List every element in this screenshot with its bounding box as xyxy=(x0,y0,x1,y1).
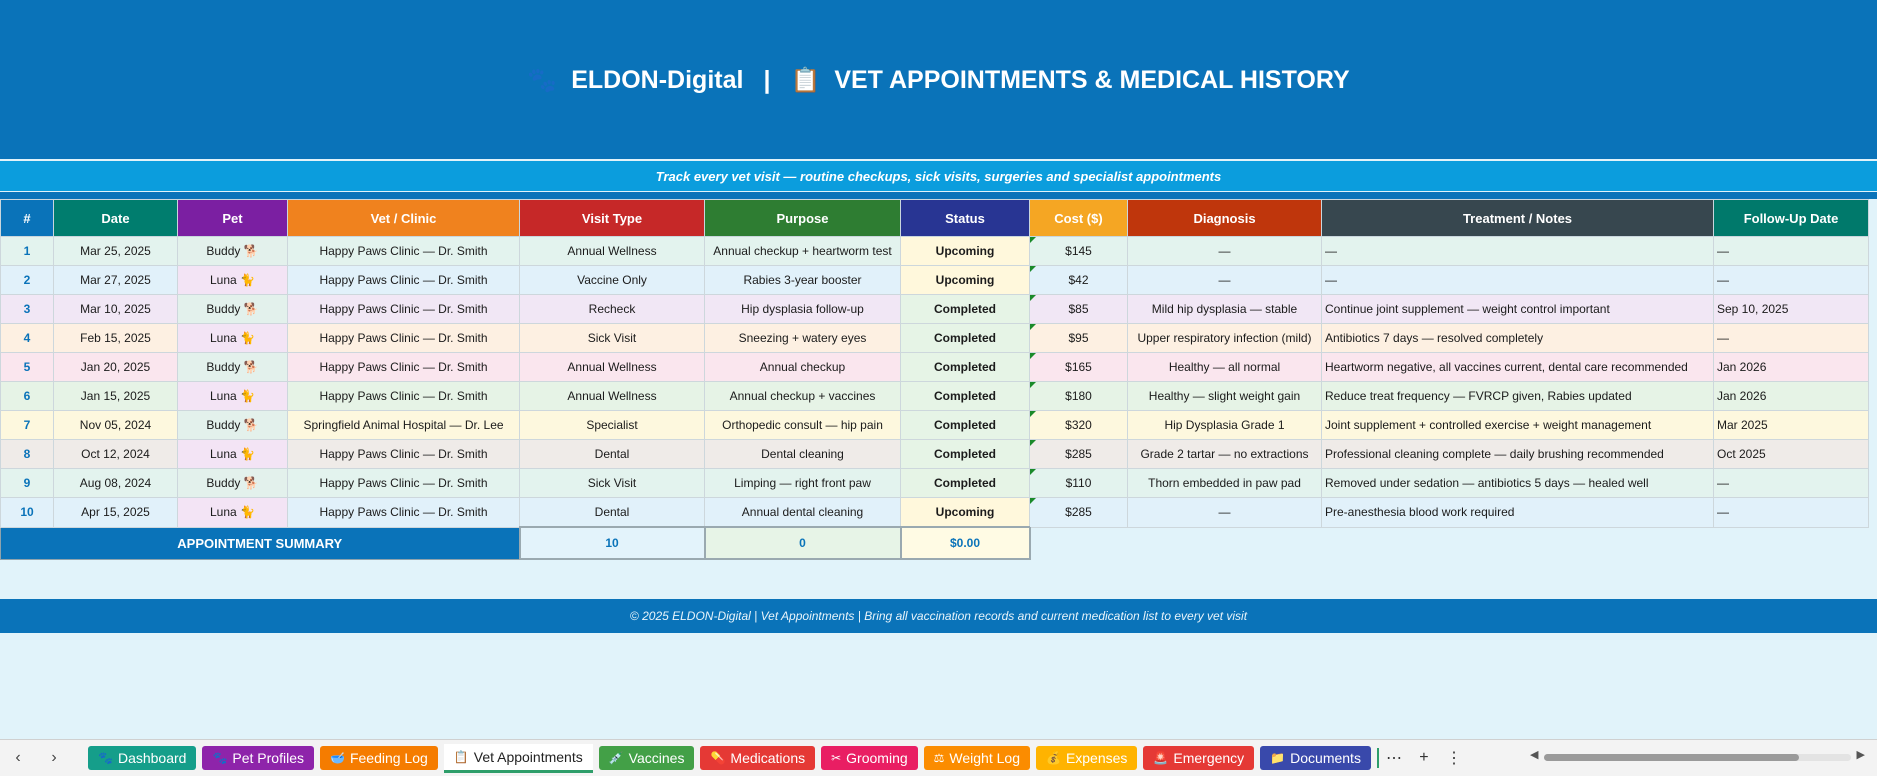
column-header[interactable]: Date xyxy=(54,200,178,237)
visit-type-cell[interactable]: Specialist xyxy=(520,411,705,440)
date-cell[interactable]: Aug 08, 2024 xyxy=(54,469,178,498)
purpose-cell[interactable]: Annual checkup + heartworm test xyxy=(705,237,901,266)
cost-value: $285 xyxy=(1065,505,1092,520)
tab-icon: 📁 xyxy=(1270,751,1286,765)
pet-cell[interactable]: Buddy 🐕 xyxy=(178,237,288,266)
status-cell[interactable]: Completed xyxy=(901,382,1030,411)
visit-type-cell[interactable]: Annual Wellness xyxy=(520,353,705,382)
clinic-cell[interactable]: Happy Paws Clinic — Dr. Smith xyxy=(288,382,520,411)
tab-label: Grooming xyxy=(846,750,908,766)
clinic-cell[interactable]: Happy Paws Clinic — Dr. Smith xyxy=(288,498,520,528)
date-cell[interactable]: Oct 12, 2024 xyxy=(54,440,178,469)
cost-value: $180 xyxy=(1065,389,1092,403)
diagnosis-cell[interactable]: — xyxy=(1128,237,1322,266)
paw-icon: 🐾 xyxy=(527,67,558,94)
sheet-tabs xyxy=(82,744,1371,773)
cost-cell[interactable] xyxy=(1030,440,1128,469)
notes-cell[interactable]: Heartworm negative, all vaccines current, dental care recommended xyxy=(1322,353,1714,382)
table-row xyxy=(1,295,1869,324)
title-separator: | xyxy=(763,66,771,94)
row-number[interactable]: 10 xyxy=(1,498,54,528)
cost-cell[interactable] xyxy=(1030,469,1128,498)
cost-cell[interactable] xyxy=(1030,498,1128,528)
cell-note-marker xyxy=(1030,266,1036,272)
notes-cell[interactable]: Pre-anesthesia blood work required xyxy=(1322,498,1714,528)
sheet-tab[interactable] xyxy=(599,746,695,770)
tab-label: Expenses xyxy=(1065,750,1128,766)
row-number[interactable]: 3 xyxy=(1,295,54,324)
table-row xyxy=(1,440,1869,469)
sheet-tab-bar xyxy=(0,739,1877,776)
pet-cell[interactable]: Luna 🐈 xyxy=(178,382,288,411)
status-cell[interactable]: Completed xyxy=(901,411,1030,440)
clinic-cell[interactable]: Happy Paws Clinic — Dr. Smith xyxy=(288,266,520,295)
diagnosis-cell[interactable]: — xyxy=(1128,498,1322,528)
cell-note-marker xyxy=(1030,324,1036,330)
tab-icon: 💉 xyxy=(608,751,624,765)
footer-text: © 2025 ELDON-Digital | Vet Appointments | Bring all vaccination records and current medication list to every vet visit xyxy=(629,609,1248,623)
followup-cell[interactable]: Oct 2025 xyxy=(1714,440,1869,469)
column-header[interactable]: Cost ($) xyxy=(1030,200,1128,237)
tab-icon: 🚨 xyxy=(1153,751,1169,765)
followup-cell[interactable]: — xyxy=(1714,266,1869,295)
table-row xyxy=(1,469,1869,498)
sheet-tab[interactable] xyxy=(202,746,314,770)
followup-cell[interactable]: Mar 2025 xyxy=(1714,411,1869,440)
cost-value: $110 xyxy=(1065,476,1092,490)
cost-cell[interactable] xyxy=(1030,353,1128,382)
more-sheets-icon[interactable]: ⋯ xyxy=(1385,750,1402,767)
appointments-table xyxy=(0,199,1869,560)
tab-icon: 📋 xyxy=(453,749,469,764)
purpose-cell[interactable]: Annual checkup + vaccines xyxy=(705,382,901,411)
subtitle-bar xyxy=(0,159,1877,191)
table-row xyxy=(1,324,1869,353)
pet-cell[interactable]: Luna 🐈 xyxy=(178,440,288,469)
status-cell[interactable]: Upcoming xyxy=(901,237,1030,266)
date-cell[interactable]: Feb 15, 2025 xyxy=(54,324,178,353)
title-banner xyxy=(0,0,1877,159)
status-cell[interactable]: Upcoming xyxy=(901,498,1030,528)
row-number[interactable]: 5 xyxy=(1,353,54,382)
purpose-cell[interactable]: Rabies 3-year booster xyxy=(705,266,901,295)
tab-icon: ✂ xyxy=(831,751,842,765)
clinic-cell[interactable]: Happy Paws Clinic — Dr. Smith xyxy=(288,295,520,324)
cost-cell[interactable] xyxy=(1030,382,1128,411)
table-row xyxy=(1,353,1869,382)
status-cell[interactable]: Completed xyxy=(901,440,1030,469)
status-cell[interactable]: Completed xyxy=(901,353,1030,382)
pet-cell[interactable]: Luna 🐈 xyxy=(178,324,288,353)
summary-empty xyxy=(1030,527,1869,559)
cost-cell[interactable] xyxy=(1030,411,1128,440)
row-number[interactable]: 6 xyxy=(1,382,54,411)
row-number[interactable]: 8 xyxy=(1,440,54,469)
sheet-tab[interactable] xyxy=(444,744,593,773)
table-row xyxy=(1,382,1869,411)
date-cell[interactable]: Mar 10, 2025 xyxy=(54,295,178,324)
diagnosis-cell[interactable]: Mild hip dysplasia — stable xyxy=(1128,295,1322,324)
scroll-left-icon[interactable]: ◀ xyxy=(1530,749,1539,761)
clinic-cell[interactable]: Happy Paws Clinic — Dr. Smith xyxy=(288,353,520,382)
pet-cell[interactable]: Buddy 🐕 xyxy=(178,295,288,324)
summary-label[interactable]: APPOINTMENT SUMMARY xyxy=(1,527,520,559)
visit-type-cell[interactable]: Sick Visit xyxy=(520,469,705,498)
sheet-tab[interactable] xyxy=(700,746,815,770)
followup-cell[interactable]: Sep 10, 2025 xyxy=(1714,295,1869,324)
column-header[interactable]: # xyxy=(1,200,54,237)
clinic-cell[interactable]: Happy Paws Clinic — Dr. Smith xyxy=(288,440,520,469)
sheet-tab[interactable] xyxy=(88,746,196,770)
tab-label: Medications xyxy=(730,750,806,766)
table-row xyxy=(1,237,1869,266)
row-number[interactable]: 2 xyxy=(1,266,54,295)
followup-cell[interactable]: — xyxy=(1714,498,1869,528)
sheet-tab[interactable] xyxy=(1036,746,1137,770)
purpose-cell[interactable]: Dental cleaning xyxy=(705,440,901,469)
table-row xyxy=(1,266,1869,295)
add-sheet-icon[interactable]: + xyxy=(1419,749,1429,766)
summary-row xyxy=(1,527,1869,559)
sheet-menu-icon[interactable]: ⋮ xyxy=(1445,750,1462,767)
cell-note-marker xyxy=(1030,237,1036,243)
notes-cell[interactable]: Joint supplement + controlled exercise + weight management xyxy=(1322,411,1714,440)
clinic-cell[interactable]: Happy Paws Clinic — Dr. Smith xyxy=(288,237,520,266)
brand-name: ELDON-Digital xyxy=(571,66,744,94)
sheet-tab[interactable] xyxy=(320,746,438,770)
column-header[interactable]: Status xyxy=(901,200,1030,237)
purpose-cell[interactable]: Orthopedic consult — hip pain xyxy=(705,411,901,440)
table-row xyxy=(1,411,1869,440)
row-number[interactable]: 4 xyxy=(1,324,54,353)
column-header[interactable]: Purpose xyxy=(705,200,901,237)
notes-cell[interactable]: Professional cleaning complete — daily brushing recommended xyxy=(1322,440,1714,469)
tab-label: Pet Profiles xyxy=(232,750,304,766)
pet-cell[interactable]: Luna 🐈 xyxy=(178,266,288,295)
tab-label: Feeding Log xyxy=(349,750,428,766)
status-cell[interactable]: Completed xyxy=(901,324,1030,353)
diagnosis-cell[interactable]: — xyxy=(1128,266,1322,295)
row-number[interactable]: 7 xyxy=(1,411,54,440)
date-cell[interactable]: Mar 27, 2025 xyxy=(54,266,178,295)
cell-note-marker xyxy=(1030,295,1036,301)
status-cell[interactable]: Completed xyxy=(901,469,1030,498)
visit-type-cell[interactable]: Dental xyxy=(520,440,705,469)
visit-type-cell[interactable]: Recheck xyxy=(520,295,705,324)
table-row xyxy=(1,498,1869,528)
purpose-cell[interactable]: Hip dysplasia follow-up xyxy=(705,295,901,324)
clinic-cell[interactable]: Happy Paws Clinic — Dr. Smith xyxy=(288,324,520,353)
scroll-thumb[interactable] xyxy=(1544,754,1799,761)
cost-cell[interactable] xyxy=(1030,324,1128,353)
cost-cell[interactable] xyxy=(1030,266,1128,295)
tab-icon: ⚖ xyxy=(933,751,945,765)
sheet-tab[interactable] xyxy=(924,746,1030,770)
cost-value: $42 xyxy=(1068,273,1089,287)
prev-sheet-icon[interactable]: ‹ xyxy=(15,749,21,766)
cell-note-marker xyxy=(1030,469,1036,475)
notes-cell[interactable]: Antibiotics 7 days — resolved completely xyxy=(1322,324,1714,353)
followup-cell[interactable]: Jan 2026 xyxy=(1714,353,1869,382)
date-cell[interactable]: Nov 05, 2024 xyxy=(54,411,178,440)
clipboard-icon: 📋 xyxy=(790,67,821,94)
header-row xyxy=(1,200,1869,237)
header-divider xyxy=(0,191,1877,199)
sheet-tab[interactable] xyxy=(1260,746,1371,770)
cell-note-marker xyxy=(1030,498,1036,504)
tab-label: Documents xyxy=(1290,750,1361,766)
tab-label: Emergency xyxy=(1173,750,1245,766)
horizontal-scrollbar[interactable] xyxy=(1530,750,1865,764)
tab-label: Dashboard xyxy=(117,750,187,766)
row-number[interactable]: 9 xyxy=(1,469,54,498)
cost-value: $165 xyxy=(1065,360,1092,374)
summary-total-cell[interactable]: 10 xyxy=(520,527,705,559)
page-title xyxy=(527,66,1349,95)
visit-type-cell[interactable]: Annual Wellness xyxy=(520,237,705,266)
scroll-right-icon[interactable]: ▶ xyxy=(1856,749,1865,761)
visit-type-cell[interactable]: Dental xyxy=(520,498,705,528)
cell-note-marker xyxy=(1030,440,1036,446)
column-header[interactable]: Diagnosis xyxy=(1128,200,1322,237)
diagnosis-cell[interactable]: Healthy — all normal xyxy=(1128,353,1322,382)
notes-cell[interactable]: Continue joint supplement — weight control important xyxy=(1322,295,1714,324)
pet-cell[interactable]: Buddy 🐕 xyxy=(178,353,288,382)
tab-label: Weight Log xyxy=(949,750,1020,766)
cost-value: $320 xyxy=(1065,418,1092,432)
footer-bar xyxy=(0,599,1877,633)
cell-note-marker xyxy=(1030,411,1036,417)
column-header[interactable]: Visit Type xyxy=(520,200,705,237)
diagnosis-cell[interactable]: Upper respiratory infection (mild) xyxy=(1128,324,1322,353)
purpose-cell[interactable]: Annual dental cleaning xyxy=(705,498,901,528)
date-cell[interactable]: Jan 15, 2025 xyxy=(54,382,178,411)
summary-count-cell[interactable]: 0 xyxy=(705,527,901,559)
subtitle: Track every vet visit — routine checkups, sick visits, surgeries and specialist appointments xyxy=(655,168,1222,184)
followup-cell[interactable]: — xyxy=(1714,237,1869,266)
cost-value: $145 xyxy=(1065,244,1092,258)
diagnosis-cell[interactable]: Grade 2 tartar — no extractions xyxy=(1128,440,1322,469)
tab-icon: 💊 xyxy=(710,751,726,765)
diagnosis-cell[interactable]: Hip Dysplasia Grade 1 xyxy=(1128,411,1322,440)
purpose-cell[interactable]: Annual checkup xyxy=(705,353,901,382)
cost-value: $95 xyxy=(1068,331,1089,345)
tab-icon: 🐾 xyxy=(98,751,113,765)
cost-cell[interactable] xyxy=(1030,295,1128,324)
column-header[interactable]: Treatment / Notes xyxy=(1322,200,1714,237)
notes-cell[interactable]: Removed under sedation — antibiotics 5 days — healed well xyxy=(1322,469,1714,498)
pet-cell[interactable]: Buddy 🐕 xyxy=(178,411,288,440)
cell-note-marker xyxy=(1030,353,1036,359)
status-cell[interactable]: Upcoming xyxy=(901,266,1030,295)
pet-cell[interactable]: Buddy 🐕 xyxy=(178,469,288,498)
column-header[interactable]: Vet / Clinic xyxy=(288,200,520,237)
date-cell[interactable]: Jan 20, 2025 xyxy=(54,353,178,382)
notes-cell[interactable]: — xyxy=(1322,266,1714,295)
clinic-cell[interactable]: Happy Paws Clinic — Dr. Smith xyxy=(288,469,520,498)
purpose-cell[interactable]: Limping — right front paw xyxy=(705,469,901,498)
cost-cell[interactable] xyxy=(1030,237,1128,266)
date-cell[interactable]: Mar 25, 2025 xyxy=(54,237,178,266)
diagnosis-cell[interactable]: Thorn embedded in paw pad xyxy=(1128,469,1322,498)
title-text: VET APPOINTMENTS & MEDICAL HISTORY xyxy=(834,66,1350,94)
next-sheet-icon[interactable]: › xyxy=(51,749,57,766)
status-cell[interactable]: Completed xyxy=(901,295,1030,324)
tab-label: Vaccines xyxy=(628,750,685,766)
visit-type-cell[interactable]: Annual Wellness xyxy=(520,382,705,411)
sheet-tab[interactable] xyxy=(1143,746,1254,770)
sheet-tab[interactable] xyxy=(821,746,918,770)
purpose-cell[interactable]: Sneezing + watery eyes xyxy=(705,324,901,353)
followup-cell[interactable]: — xyxy=(1714,324,1869,353)
date-cell[interactable]: Apr 15, 2025 xyxy=(54,498,178,528)
visit-type-cell[interactable]: Sick Visit xyxy=(520,324,705,353)
tab-icon: 🐾 xyxy=(212,751,228,765)
visit-type-cell[interactable]: Vaccine Only xyxy=(520,266,705,295)
tab-icon: 💰 xyxy=(1045,751,1061,765)
followup-cell[interactable]: Jan 2026 xyxy=(1714,382,1869,411)
followup-cell[interactable]: — xyxy=(1714,469,1869,498)
cost-value: $85 xyxy=(1068,302,1089,316)
tab-icon: 🥣 xyxy=(330,751,345,765)
tab-label: Vet Appointments xyxy=(473,748,583,765)
cell-note-marker xyxy=(1030,382,1036,388)
cost-value: $285 xyxy=(1065,447,1092,461)
notes-cell[interactable]: — xyxy=(1322,237,1714,266)
column-header[interactable]: Pet xyxy=(178,200,288,237)
notes-cell[interactable]: Reduce treat frequency — FVRCP given, Rabies updated xyxy=(1322,382,1714,411)
diagnosis-cell[interactable]: Healthy — slight weight gain xyxy=(1128,382,1322,411)
summary-cost-cell[interactable]: $0.00 xyxy=(901,527,1030,559)
row-number[interactable]: 1 xyxy=(1,237,54,266)
clinic-cell[interactable]: Springfield Animal Hospital — Dr. Lee xyxy=(288,411,520,440)
column-header[interactable]: Follow-Up Date xyxy=(1714,200,1869,237)
pet-cell[interactable]: Luna 🐈 xyxy=(178,498,288,528)
